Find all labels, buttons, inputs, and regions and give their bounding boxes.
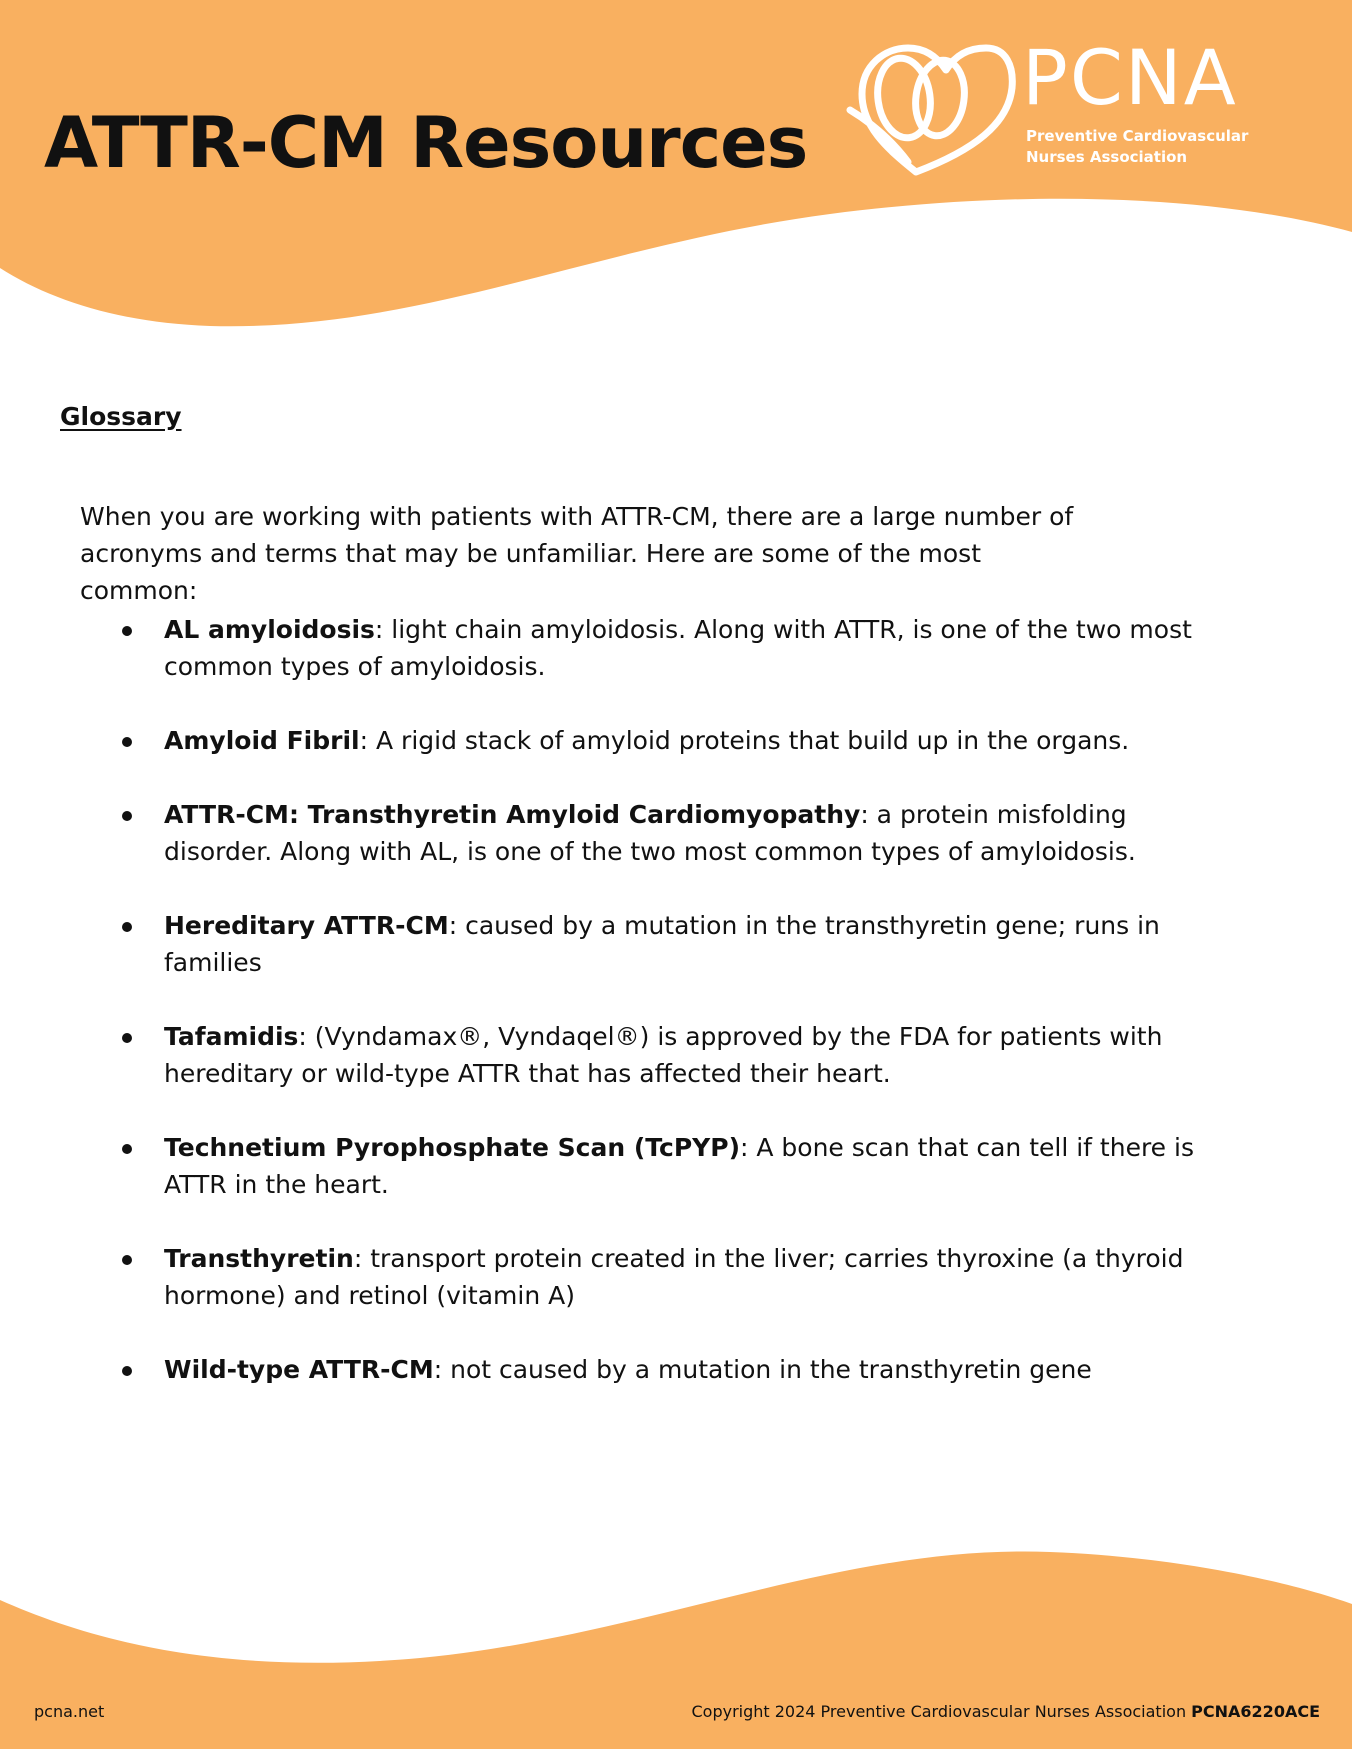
glossary-item	[0, 722, 1204, 759]
glossary-item	[0, 1129, 1204, 1203]
intro-paragraph: When you are working with patients with ATTR-CM, there are a large number of acronyms and terms that may be unfamiliar. Here are some of the most common:	[80, 502, 1074, 605]
glossary-item	[0, 1018, 1204, 1092]
glossary-definition: : A rigid stack of amyloid proteins that build up in the organs.	[359, 726, 1130, 755]
copyright-text: Copyright 2024 Preventive Cardiovascular Nurses Association	[691, 1702, 1187, 1721]
logo-subtitle-line-1: Preventive Cardiovascular	[1026, 127, 1249, 145]
glossary-term: Technetium Pyrophosphate Scan (TcPYP)	[164, 1133, 740, 1162]
glossary-definition: : caused by a mutation in the transthyretin gene; runs in families	[164, 911, 1160, 977]
logo-name: PCNA	[1022, 33, 1238, 122]
bullet-icon	[122, 811, 132, 821]
glossary-item	[0, 907, 1204, 981]
bullet-icon	[122, 737, 132, 747]
footer-website-link[interactable]: pcna.net	[34, 1702, 105, 1721]
glossary-term: Hereditary ATTR-CM	[164, 911, 449, 940]
glossary-definition: : light chain amyloidosis. Along with ATTR, is one of the two most common types of amyloidosis.	[164, 615, 1192, 681]
bullet-icon	[122, 1255, 132, 1265]
logo-subtitle	[1026, 126, 1248, 168]
glossary-term: AL amyloidosis	[164, 615, 375, 644]
glossary-item	[0, 611, 1204, 685]
document-code: PCNA6220ACE	[1191, 1702, 1320, 1721]
glossary-list	[0, 611, 1352, 1388]
glossary-definition: : (Vyndamax®, Vyndaqel®) is approved by the FDA for patients with hereditary or wild-type ATTR that has affected their heart.	[164, 1022, 1163, 1088]
bullet-icon	[122, 626, 132, 636]
glossary-term: Tafamidis	[164, 1022, 299, 1051]
glossary-term: Transthyretin	[164, 1244, 354, 1273]
bullet-icon	[122, 1033, 132, 1043]
glossary-definition: : A bone scan that can tell if there is ATTR in the heart.	[164, 1133, 1194, 1199]
pcna-logo	[846, 33, 1266, 180]
bullet-icon	[122, 922, 132, 932]
glossary-definition: : a protein misfolding disorder. Along with AL, is one of the two most common types of amyloidosis.	[164, 800, 1136, 866]
page-title: ATTR-CM Resources	[44, 102, 808, 184]
glossary-item	[0, 796, 1204, 870]
heart-loops-logo-icon	[846, 40, 1016, 180]
glossary-term: Wild-type ATTR-CM	[164, 1355, 434, 1384]
glossary-definition: : transport protein created in the liver; carries thyroxine (a thyroid hormone) and retinol (vitamin A)	[164, 1244, 1184, 1310]
logo-subtitle-line-2: Nurses Association	[1026, 148, 1188, 166]
glossary-item	[0, 1240, 1204, 1314]
glossary-definition: : not caused by a mutation in the transthyretin gene	[433, 1355, 1092, 1384]
footer-copyright	[691, 1704, 1320, 1720]
glossary-term: ATTR-CM: Transthyretin Amyloid Cardiomyopathy	[164, 800, 861, 829]
bullet-icon	[122, 1366, 132, 1376]
bullet-icon	[122, 1144, 132, 1154]
glossary-term: Amyloid Fibril	[164, 726, 360, 755]
section-heading-glossary: Glossary	[60, 402, 182, 431]
glossary-item	[0, 1351, 1204, 1388]
